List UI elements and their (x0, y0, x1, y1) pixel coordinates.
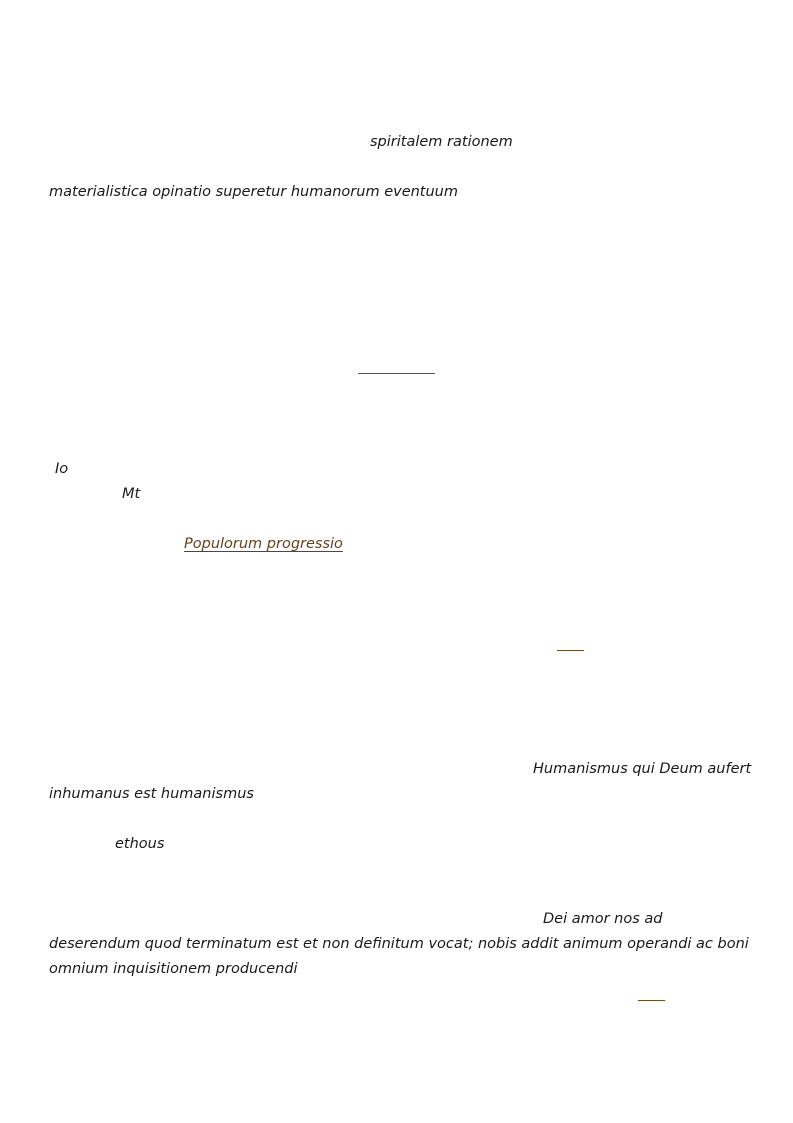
italic-phrase-omnium: omnium inquisitionem producendi (49, 961, 298, 977)
italic-phrase-io: Io (55, 461, 69, 477)
footnote-link-rule[interactable] (638, 1000, 665, 1001)
italic-phrase-mt: Mt (122, 486, 141, 502)
italic-phrase-deserendum: deserendum quod terminatum est et non definitum vocat; nobis addit animum operandi ac boni (49, 936, 749, 952)
italic-phrase-materialistica-opinatio: materialistica opinatio superetur humanorum eventuum (49, 184, 458, 200)
italic-phrase-ethous: ethous (115, 836, 165, 852)
italic-phrase-inhumanus: inhumanus est humanismus (49, 786, 254, 802)
footnote-link-rule[interactable] (557, 650, 584, 651)
italic-phrase-dei-amor: Dei amor nos ad (543, 911, 663, 927)
italic-phrase-spiritalem-rationem: spiritalem rationem (370, 134, 513, 150)
footnote-link-rule[interactable] (358, 373, 435, 374)
italic-phrase-humanismus: Humanismus qui Deum aufert (533, 761, 752, 777)
populorum-progressio-link[interactable]: Populorum progressio (184, 536, 343, 552)
